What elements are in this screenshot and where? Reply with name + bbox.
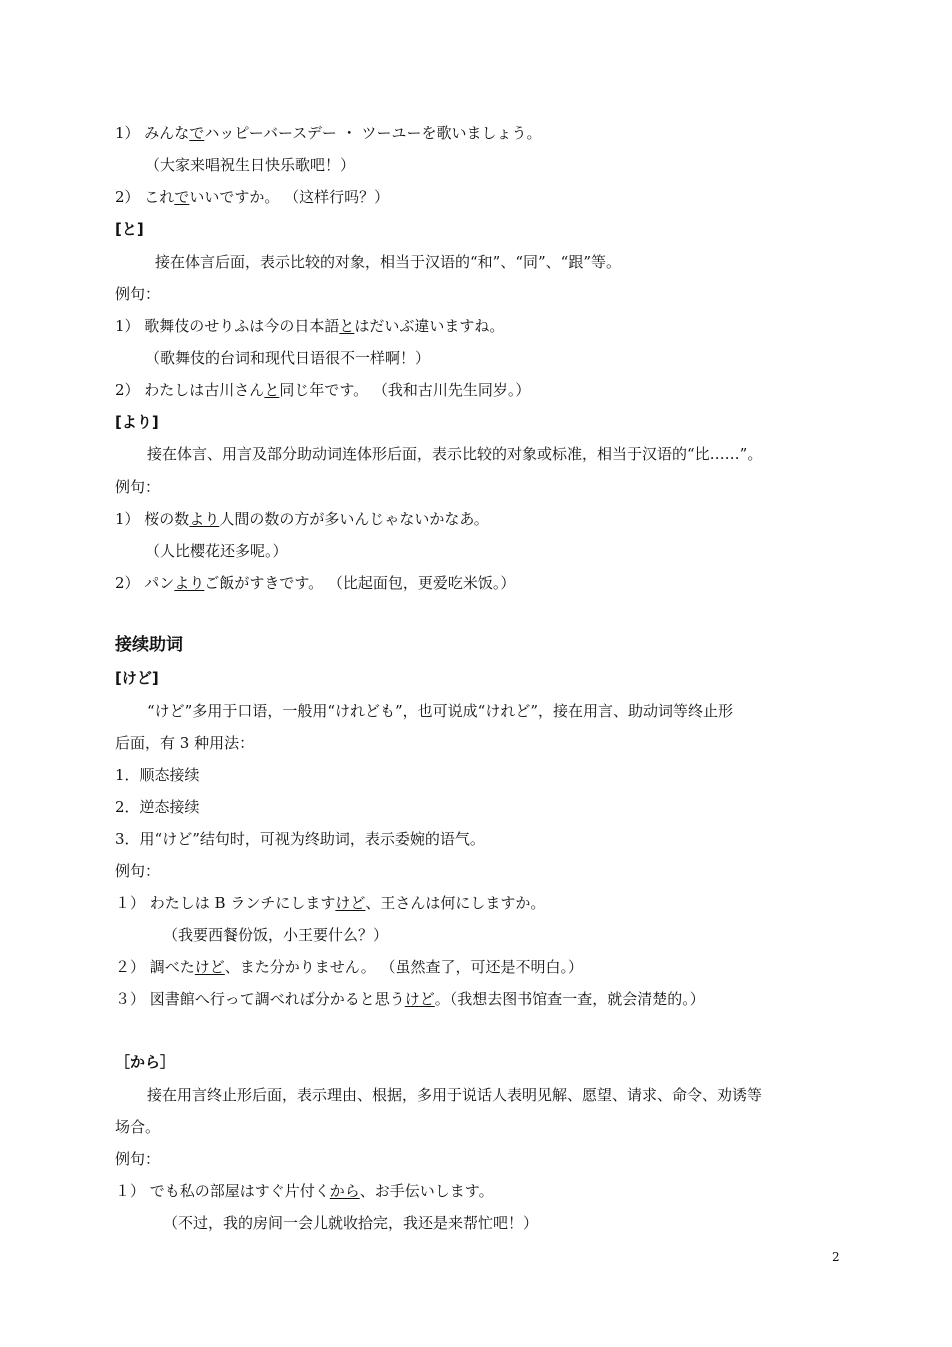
description: 接在用言终止形后面，表示理由、根据，多用于说话人表明见解、愿望、请求、命令、劝诱等 bbox=[147, 1086, 763, 1104]
example-label: 例句： bbox=[115, 478, 161, 496]
particle-underline: と bbox=[264, 381, 280, 399]
example-line: １） わたしは B ランチにしますけど、王さんは何にしますか。 bbox=[115, 894, 546, 912]
particle-heading-yori: [より] bbox=[115, 413, 159, 431]
example-line: 1） みんなでハッピーバースデー ・ ツーユーを歌いましょう。 bbox=[115, 124, 542, 142]
particle-underline: と bbox=[339, 317, 355, 335]
usage-item: 2．逆态接续 bbox=[115, 798, 200, 816]
particle-underline: で bbox=[174, 188, 190, 206]
example-line: 1） 歌舞伎のせりふは今の日本語とはだいぶ違いますね。 bbox=[115, 317, 505, 335]
usage-item: 1．顺态接续 bbox=[115, 766, 200, 784]
example-label: 例句： bbox=[115, 862, 161, 880]
description: 接在体言后面，表示比较的对象，相当于汉语的“和”、“同”、“跟”等。 bbox=[155, 253, 622, 271]
page-number: 2 bbox=[832, 1250, 840, 1264]
example-label: 例句： bbox=[115, 285, 161, 303]
description-continued: 场合。 bbox=[115, 1118, 161, 1136]
translation-line: （人比樱花还多呢。） bbox=[145, 542, 288, 560]
particle-underline: から bbox=[329, 1182, 360, 1200]
usage-item: 3．用“けど”结句时，可视为终助词，表示委婉的语气。 bbox=[115, 830, 485, 848]
particle-underline: で bbox=[189, 124, 205, 142]
description: 接在体言、用言及部分助动词连体形后面，表示比较的对象或标准，相当于汉语的“比……”。 bbox=[147, 445, 763, 463]
translation-line: （大家来唱祝生日快乐歌吧！） bbox=[145, 156, 356, 174]
translation-line: （我要西餐份饭，小王要什么？） bbox=[163, 926, 389, 944]
example-label: 例句： bbox=[115, 1150, 161, 1168]
particle-heading-kedo: [けど] bbox=[115, 669, 159, 687]
particle-heading-to: [と] bbox=[115, 220, 144, 238]
example-line: 2） パンよりご飯がすきです。 （比起面包，更爱吃米饭。） bbox=[115, 574, 516, 592]
translation-line: （不过，我的房间一会儿就收拾完，我还是来帮忙吧！） bbox=[163, 1214, 539, 1232]
description: “けど”多用于口语，一般用“けれども”，也可说成“けれど”，接在用言、助动词等终止形 bbox=[147, 702, 734, 720]
example-line: 2） わたしは古川さんと同じ年です。 （我和古川先生同岁。） bbox=[115, 381, 531, 399]
section-heading: 接续助词 bbox=[115, 635, 183, 655]
particle-underline: けど bbox=[335, 894, 366, 912]
example-line: ３） 図書館へ行って調べれば分かると思うけど。（我想去图书馆查一查，就会清楚的。） bbox=[115, 990, 705, 1008]
translation-line: （歌舞伎的台词和现代日语很不一样啊！） bbox=[145, 349, 431, 367]
particle-underline: けど bbox=[404, 990, 435, 1008]
particle-underline: より bbox=[189, 510, 220, 528]
example-line: １） でも私の部屋はすぐ片付くから、お手伝いします。 bbox=[115, 1182, 494, 1200]
example-line: 2） これでいいですか。 （这样行吗？） bbox=[115, 188, 390, 206]
example-line: 1） 桜の数より人間の数の方が多いんじゃないかなあ。 bbox=[115, 510, 489, 528]
description-continued: 后面，有 3 种用法： bbox=[115, 734, 255, 752]
particle-underline: より bbox=[174, 574, 205, 592]
example-line: ２） 調べたけど、また分かりません。 （虽然查了，可还是不明白。） bbox=[115, 958, 583, 976]
particle-heading-kara: ［から］ bbox=[115, 1053, 176, 1071]
particle-underline: けど bbox=[194, 958, 225, 976]
